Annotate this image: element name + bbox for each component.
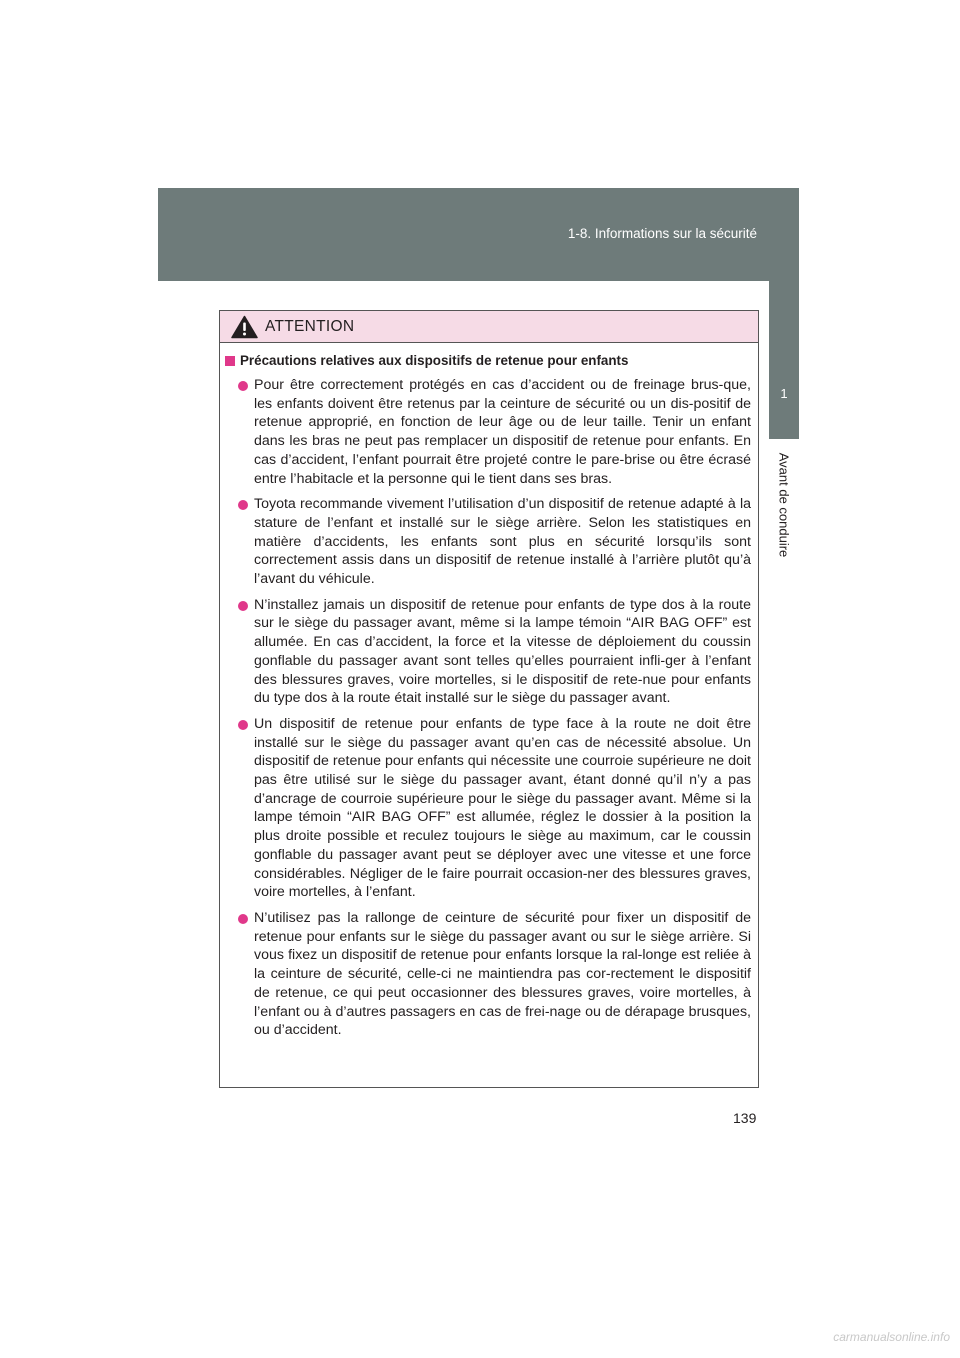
bullet-icon xyxy=(238,381,248,391)
chapter-label: Avant de conduire xyxy=(776,452,792,558)
bullet-icon xyxy=(238,601,248,611)
list-item-text: Pour être correctement protégés en cas d’accident ou de freinage brus-que, les enfants doivent être retenus par la ceinture de sécurité ou un dis-positif de retenue approprié, en fonction de leur âge ou de leur taille. Tenir un enfant dans les bras ne peut pas remplacer un dispositif de retenue pour enfants. En cas d’accident, l’enfant pourrait être projeté contre le pare-brise ou être écrasé entre l’habitacle et la personne qui le tient dans ses bras. xyxy=(254,377,751,487)
list-item xyxy=(225,909,751,1040)
section-heading-text: Précautions relatives aux dispositifs de retenue pour enfants xyxy=(240,353,629,368)
list-item-text: Toyota recommande vivement l’utilisation d’un dispositif de retenue adapté à la stature de l’enfant et installé sur le siège arrière. Selon les statistiques en matière d’accidents, les enfants sont plus en sécurité lorsqu’ils sont correctement assis dans un dispositif de retenue installé à l’arrière plutôt qu’à l’avant du véhicule. xyxy=(254,496,751,588)
chapter-number: 1 xyxy=(780,386,788,401)
warning-body xyxy=(220,343,758,1040)
square-bullet-icon xyxy=(225,356,235,366)
header-band xyxy=(158,188,799,281)
list-item-text: Un dispositif de retenue pour enfants de type face à la route ne doit être installé sur le siège du passager avant qu’en cas de nécessité absolue. Un dispositif de retenue pour enfants qui nécessite une courroie supérieure ne doit pas être utilisé sur le siège du passager avant, étant donné qu’il n’y a pas d’ancrage de courroie supérieure pour le siège du passager avant. Même si la lampe témoin “AIR BAG OFF” est allumée, réglez le dossier à la position la plus droite possible et reculez toujours le siège au maximum, car le coussin gonflable du passager avant peut se déployer avec une vitesse et une force considérables. Négliger de le faire pourrait occasion-ner des blessures graves, voire mortelles, à l’enfant. xyxy=(254,715,751,901)
list-item xyxy=(225,376,751,488)
warning-triangle-icon xyxy=(231,315,258,339)
list-item xyxy=(225,495,751,589)
warning-title: ATTENTION xyxy=(265,317,355,335)
list-item-text: N’utilisez pas la rallonge de ceinture de sécurité pour fixer un dispositif de retenue pour enfants sur le siège du passager avant ou sur le siège arrière. Si vous fixez un dispositif de retenue pour enfants lorsque la ral-longe est reliée à la ceinture de sécurité, celle-ci ne maintiendra pas cor-rectement le dispositif de retenue, ce qui peut occasionner des blessures graves, voire mortelles, à l’enfant ou à d’autres passagers en cas de frei-nage ou de dérapage brusques, ou d’accident. xyxy=(254,909,751,1039)
bullet-icon xyxy=(238,720,248,730)
warning-header xyxy=(220,311,758,343)
watermark[interactable]: carmanualsonline.info xyxy=(833,1330,950,1344)
bullet-icon xyxy=(238,500,248,510)
section-heading xyxy=(225,352,751,370)
list-item xyxy=(225,596,751,708)
bullet-icon xyxy=(238,914,248,924)
list-item xyxy=(225,715,751,902)
chapter-tab xyxy=(769,281,799,439)
list-item-text: N’installez jamais un dispositif de retenue pour enfants de type dos à la route sur le siège du passager avant, même si la lampe témoin “AIR BAG OFF” est allumée. En cas d’accident, la force et la vitesse de déploiement du coussin gonflable du passager avant sont telles qu’elles pourraient infli-ger à l’enfant des blessures graves, voire mortelles, si le dispositif de rete-nue pour enfants du type dos à la route était installé sur le siège du passager avant. xyxy=(254,596,751,707)
warning-box xyxy=(219,310,759,1088)
page-number: 139 xyxy=(733,1110,757,1126)
section-title: 1-8. Informations sur la sécurité xyxy=(567,226,757,241)
